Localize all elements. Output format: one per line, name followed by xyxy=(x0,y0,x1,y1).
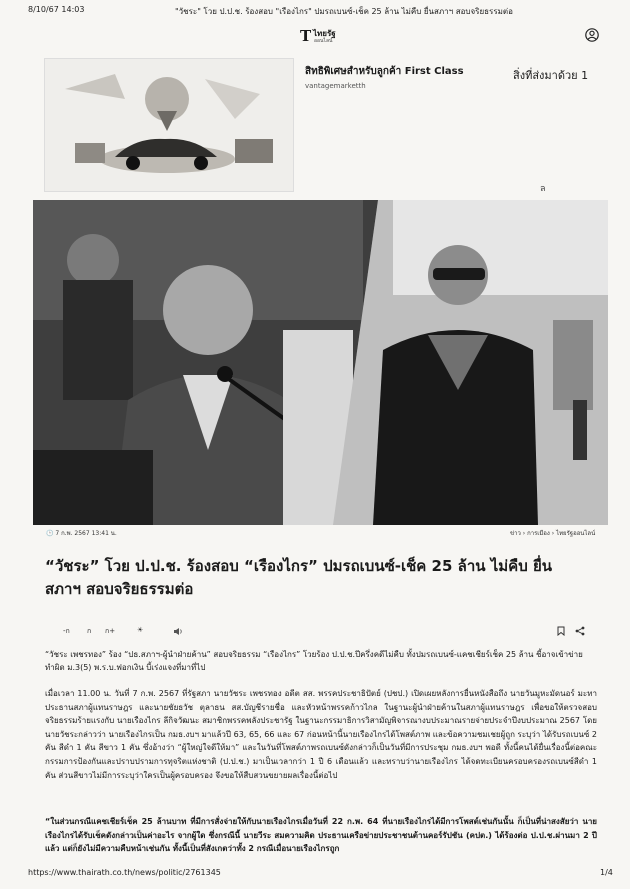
site-logo[interactable] xyxy=(300,26,340,48)
print-doc-title: "วัชระ" โวย ป.ป.ช. ร้องสอบ "เรืองไกร" ปมรถเบนซ์-เช็ค 25 ล้าน ไม่คืบ ยื่นสภาฯ สอบจริยธรรมต่อ xyxy=(175,7,513,16)
logo-t-icon: T xyxy=(300,27,312,45)
logo-subtext: ออนไลน์ xyxy=(314,38,333,44)
speaker-icon[interactable] xyxy=(173,627,183,636)
ad-title[interactable]: สิทธิพิเศษสำหรับลูกค้า First Class xyxy=(305,66,464,77)
article-paragraph: เมื่อเวลา 11.00 น. วันที่ 7 ก.พ. 2567 ที่รัฐสภา นายวัชระ เพชรทอง อดีต สส. พรรคประชาธิปัตย์ (ปชป.) เปิดเผยหลังการยื่นหนังสือถึง นายวันมูหะมัดนอร์ มะทา ประธานสภาผู้แทนราษฎร และนายชัยธวัช ตุลาธน สส.บัญชีรายชื่อ และหัวหน้าพรรคก้าวไกล ในฐานะผู้นำฝ่ายค้านในสภาผู้แทนราษฎร เพื่อขอให้ตรวจสอบจริยธรรมร้ายแรงกับ นายเรืองไกร ลีกิจวัฒนะ สมาชิกพรรคพลังประชารัฐ ในฐานะกรรมาธิการวิสามัญพิจารณางบประมาณรายจ่ายประจำปีงบประมาณ 2567 โดยนายวัชระกล่าวว่า นายเรืองไกรเป็น กมธ.งบฯ มาแล้วปี 63, 65, 66 และ 67 ก่อนหน้านี้นายเรืองไกรได้โพสต์ภาพ และข้อความชมเชยผู้ถูก ระบุว่า ได้รับรถเบนซ์ 2 คัน สีดำ 1 คัน สีขาว 1 คัน ซึ่งอ้างว่า “ผู้ใหญ่ใจดีให้มา” และในวันที่โพสต์ภาพรถเบนซ์ดังกล่าวก็เป็นวันที่มีการประชุม กมธ.งบฯ พอดี ทั้งนี้คนได้ยื่นเรื่องนี้ต่อคณะกรรมการป้องกันและปราบปรามการทุจริตแห่งชาติ (ป.ป.ช.) มาเป็นเวลากว่า 1 ปี 6 เดือนแล้ว และทราบว่านายเรืองไกร ได้จดทะเบียนครอบครองรถเบนซ์สีดำ 1 คัน ส่วนสีขาวไม่มีการระบุว่าใครเป็นผู้ครอบครอง จึงขอให้สืบสวนขยายผลเรื่องนี้ต่อไป xyxy=(45,689,597,780)
breadcrumb-item[interactable]: ข่าว xyxy=(510,530,521,537)
print-url: https://www.thairath.co.th/news/politic/2761345 xyxy=(28,868,221,877)
article-toolbar xyxy=(45,624,590,640)
breadcrumb-item[interactable]: การเมือง xyxy=(527,530,550,537)
article-headline: “วัชระ” โวย ป.ป.ช. ร้องสอบ “เรืองไกร” ปมรถเบนซ์-เช็ค 25 ล้าน ไม่คืบ ยื่นสภาฯ สอบจริยธรรมต่อ xyxy=(45,557,552,598)
ad-image[interactable] xyxy=(44,58,294,192)
logo-text: ไทยรัฐ xyxy=(313,29,336,38)
breadcrumb-item[interactable]: ไทยรัฐออนไลน์ xyxy=(556,530,596,537)
article-date: 🕒 7 ก.พ. 2567 13:41 น. xyxy=(46,530,117,537)
ad-advertiser: vantagemarketth xyxy=(305,82,366,90)
clock-icon: 🕒 xyxy=(46,530,56,537)
article-lead: “วัชระ เพชรทอง” ร้อง “ปธ.สภาฯ-ผู้นำฝ่ายค้าน” สอบจริยธรรม “เรืองไกร” โวยร้อง ป.ป.ช.ปีครึ่งคดีไม่คืบ ทั้งปมรถเบนซ์-แคชเชียร์เช็ค 25 ล้าน ชี้อาจเข้าข่ายทำผิด ม.3(5) พ.ร.บ.ฟอกเงิน บี้เร่งแจงที่มาที่ไป xyxy=(45,650,583,672)
photo-illustration xyxy=(33,200,608,525)
ad-illustration xyxy=(45,59,293,191)
attachment-label: สิ่งที่ส่งมาด้วย 1 xyxy=(513,69,589,82)
article-photo xyxy=(33,200,608,525)
share-icon[interactable] xyxy=(575,626,585,636)
brightness-icon[interactable]: ☀ xyxy=(137,626,144,634)
font-decrease-button[interactable]: -ก xyxy=(63,627,70,635)
breadcrumb xyxy=(510,528,595,538)
bookmark-icon[interactable] xyxy=(557,626,565,636)
print-datetime: 8/10/67 14:03 xyxy=(28,5,85,14)
font-increase-button[interactable]: ก+ xyxy=(105,627,116,635)
article-paragraph: “ในส่วนกรณีแคชเชียร์เช็ค 25 ล้านบาท ที่มีการสั่งจ่ายให้กับนายเรืองไกรเมื่อวันที่ 22 ก.พ. 64 ที่นายเรืองไกรได้มีการโพสต์เช่นกันนั้น ก็เป็นที่น่าสงสัยว่า นายเรืองไกรได้รับเช็คดังกล่าวเป็นค่าอะไร จากผู้ใด ซึ่งกรณีนี้ นายวีระ สมความคิด ประธานเครือข่ายประชาชนต้านคอร์รัปชัน (คปต.) ได้ร้องต่อ ป.ป.ช.ผ่านมา 2 ปีแล้ว แต่ก็ยังไม่มีความคืบหน้าเช่นกัน ทั้งนี้เป็นที่สังเกตว่าทั้ง 2 กรณีเมื่อนายเรืองไกรถูก xyxy=(45,817,597,854)
chevron-right-icon: › xyxy=(522,530,528,537)
chevron-right-icon: › xyxy=(551,530,557,537)
account-icon[interactable] xyxy=(585,28,599,42)
ad-corner-mark: ล xyxy=(540,184,546,194)
font-normal-button[interactable]: ก xyxy=(87,627,92,635)
print-page-number: 1/4 xyxy=(600,868,613,877)
